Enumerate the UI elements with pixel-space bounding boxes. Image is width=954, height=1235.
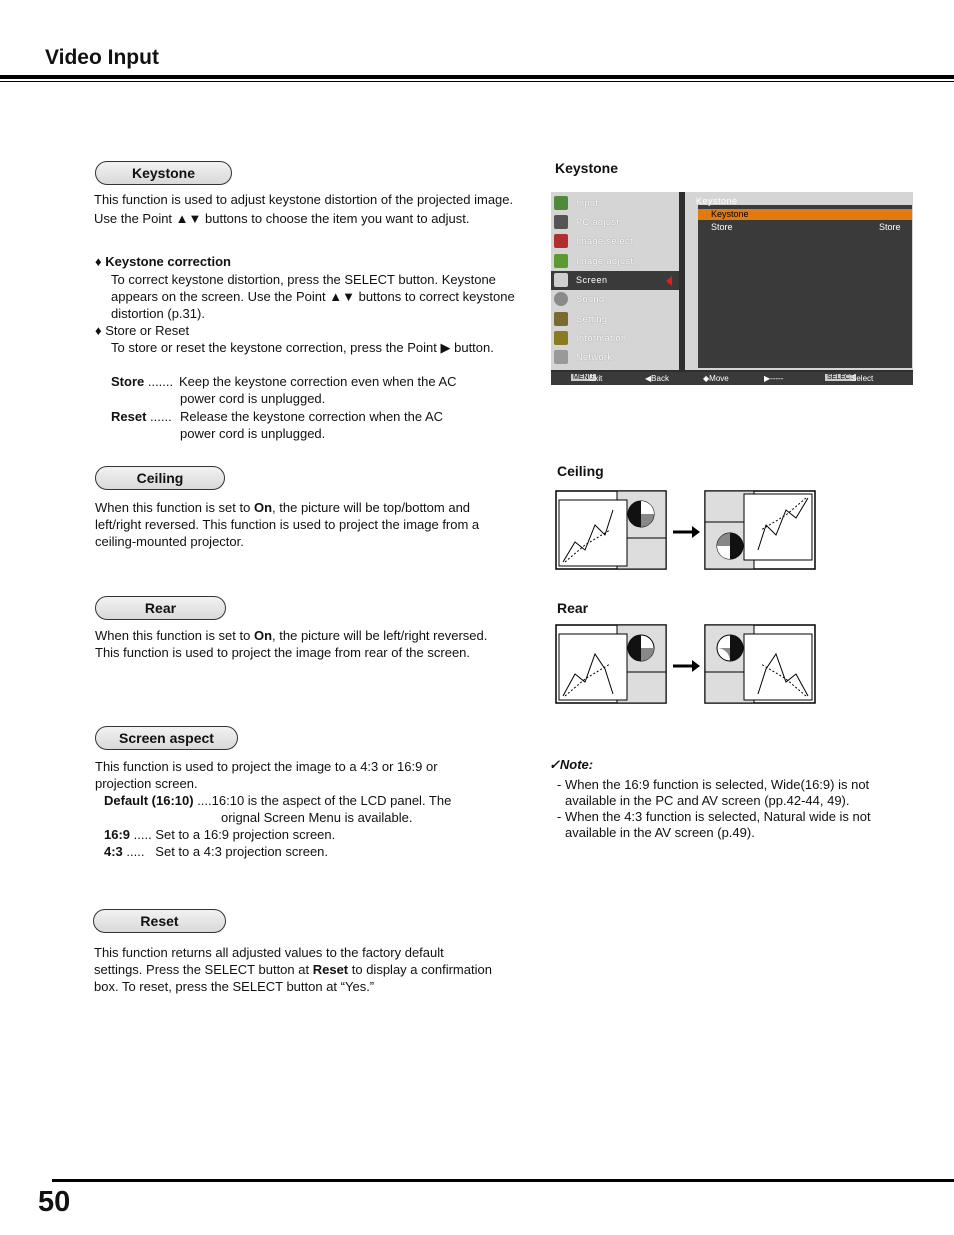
reset-body: This function returns all adjusted values to the factory default settings. Press the SELECT button at Reset to display a confirmation box. To reset, press the SELECT button at “Yes.” [94,945,492,994]
screen-icon [554,273,568,287]
footer-next: ▶----- [764,374,784,383]
menu-item-pc-adjust: PC adjust [551,213,679,232]
image-select-icon [554,234,568,248]
information-icon [554,331,568,345]
sound-icon [554,292,568,306]
store-reset-heading: ♦ Store or Reset [95,323,190,338]
page-number: 50 [38,1186,71,1218]
default-option: Default (16:10) ....16:10 is the aspect of the LCD panel. The [104,793,452,808]
image-adjust-icon [554,254,568,268]
rear-heading: Rear [95,596,226,620]
header-rule-thin [0,81,954,82]
screen-aspect-intro: This function is used to project the image to a 4:3 or 16:9 or projection screen. [95,759,438,791]
menu-item-information: Information [551,329,679,348]
menu-item-setting: Setting [551,310,679,329]
rear-diagram [555,624,817,706]
menu-key: MENU [573,374,594,381]
ceiling-figure-label: Ceiling [557,463,604,479]
menu-screenshot [551,192,913,385]
reset-term: Reset ...... [111,409,172,424]
network-icon [554,350,568,364]
note-line-1: - When the 16:9 function is selected, Wide(16:9) is not available in the PC and AV screen (pp.42-44, 49). [557,777,870,808]
store-desc: Keep the keystone correction even when the AC power cord is unplugged. [179,374,457,406]
keystone-figure-label: Keystone [555,160,619,176]
menu-item-image-adjust: Image adjust [551,252,679,271]
keystone-heading: Keystone [95,161,232,185]
reset-heading: Reset [93,909,226,933]
select-key: SELECT [827,374,855,381]
page-title: Video Input [45,46,159,69]
store-reset-body: To store or reset the keystone correction, press the Point ▶ button. [111,340,494,355]
header-rule [0,75,954,79]
footer-rule [52,1179,954,1182]
selection-arrow-icon [666,276,672,286]
note-line-2: - When the 4:3 function is selected, Natural wide is not available in the AV screen (p.49). [557,809,871,840]
menu-item-image-select: Image select [551,232,679,251]
option-4-3: 4:3 ..... Set to a 4:3 projection screen. [104,844,329,859]
keystone-correction-heading: ♦ Keystone correction [95,254,231,269]
menu-item-screen: Screen [551,271,679,290]
rear-figure-label: Rear [557,600,589,616]
input-icon [554,196,568,210]
ceiling-body: When this function is set to On, the picture will be top/bottom and left/right reversed. This function is used to project the image from a ceiling-mounted projector. [95,500,480,549]
footer-select: Select [851,374,874,383]
panel-row-keystone: Keystone [711,209,749,219]
screen-aspect-heading: Screen aspect [95,726,238,750]
footer-back: ◀Back [645,374,669,383]
menu-item-input: Input [551,194,679,213]
rear-body: When this function is set to On, the picture will be left/right reversed. This function is used to project the image from rear of the screen. [95,628,488,660]
menu-list [551,192,679,370]
pc-adjust-icon [554,215,568,229]
footer-exit: Exit [589,374,603,383]
ceiling-diagram [555,490,817,572]
menu-item-network: Network [551,348,679,367]
panel-row-store: Store [711,222,733,232]
keystone-correction-body: To correct keystone distortion, press the SELECT button. Keystone appears on the screen. Use the Point ▲▼ buttons to correct keystone distortion (p.31). [111,272,515,321]
setting-icon [554,312,568,326]
note-title: ✓Note: [549,757,594,772]
footer-move: ◆Move [703,374,729,383]
keystone-intro: This function is used to adjust keystone distortion of the projected image. Use the Point ▲▼ buttons to choose the item you want to adjust. [94,192,514,226]
store-term: Store ....... [111,374,174,389]
panel-row-store-value: Store [879,222,901,232]
menu-item-sound: Sound [551,290,679,309]
menu-footer [551,372,913,385]
default-option-desc: orignal Screen Menu is available. [221,810,413,825]
panel-heading: Keystone [696,196,738,206]
ceiling-heading: Ceiling [95,466,225,490]
option-16-9: 16:9 ..... Set to a 16:9 projection screen. [104,827,336,842]
reset-desc: Release the keystone correction when the AC power cord is unplugged. [180,409,444,441]
